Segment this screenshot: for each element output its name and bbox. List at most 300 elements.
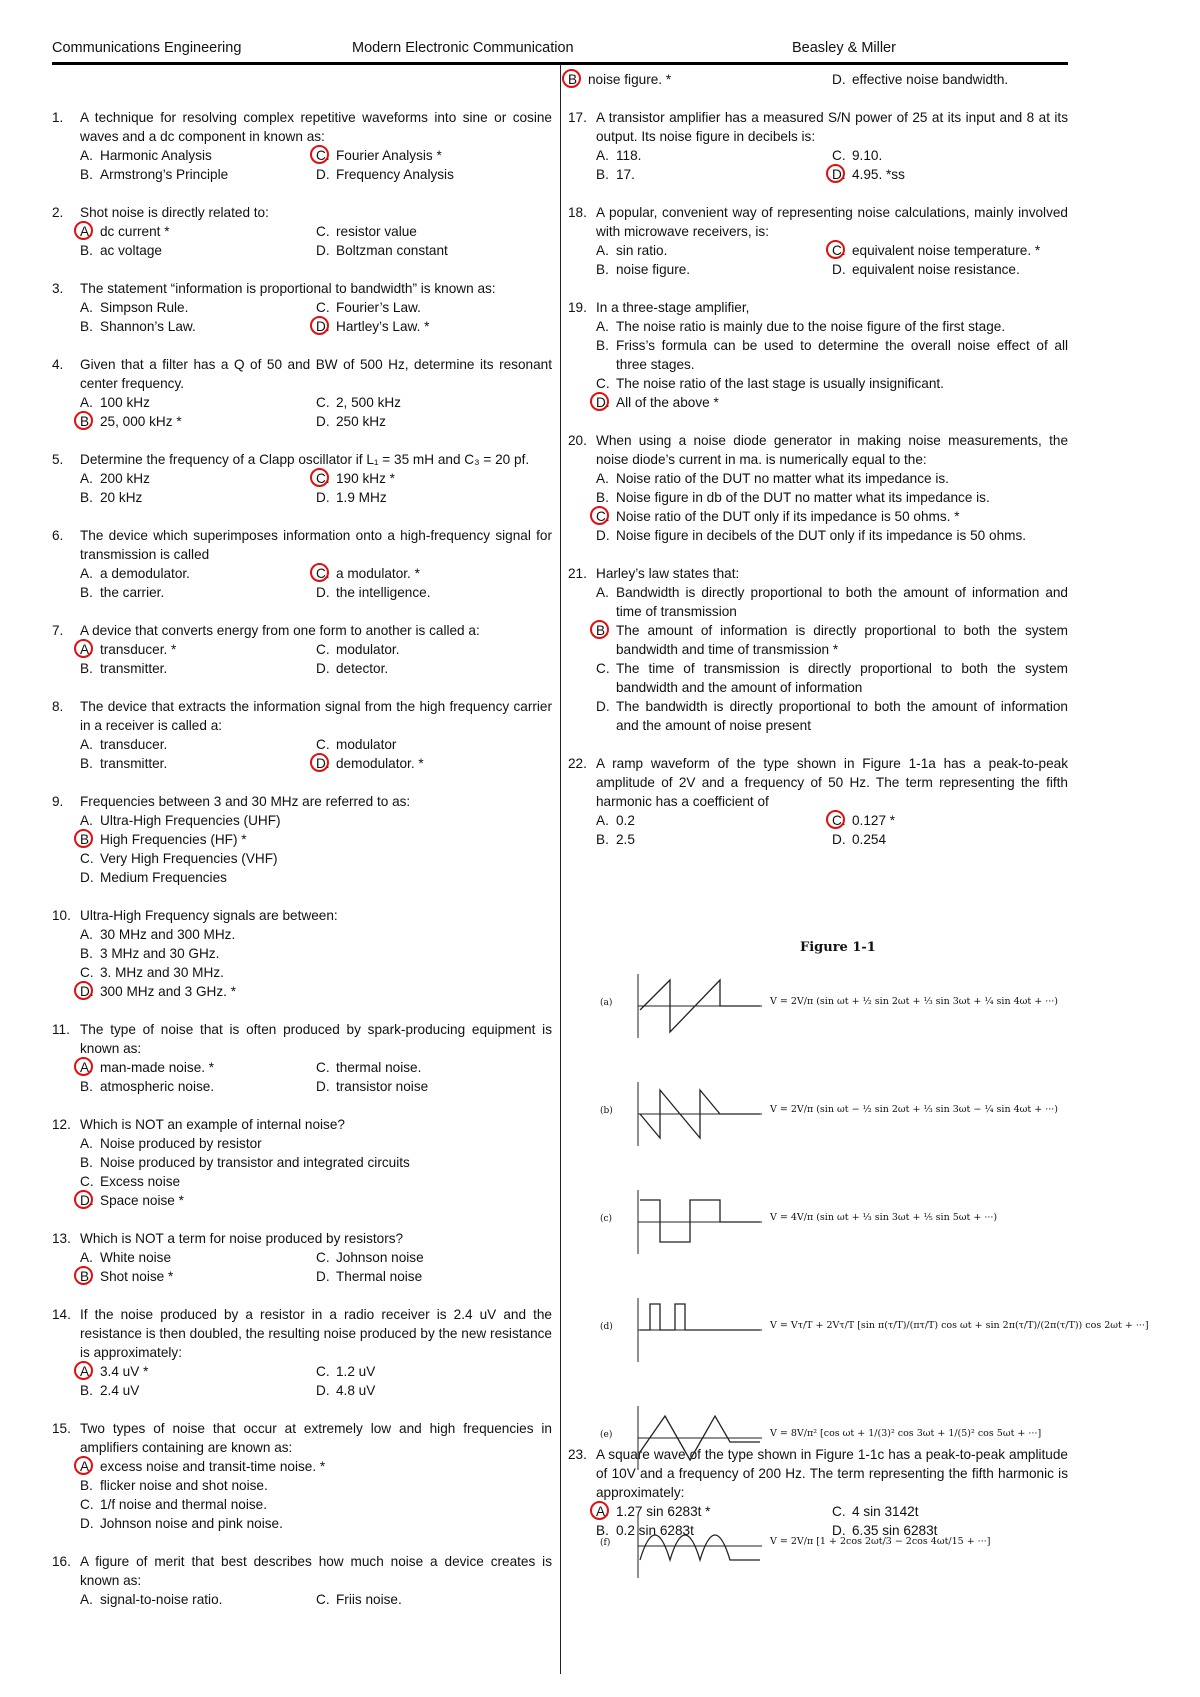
option[interactable] bbox=[596, 621, 1068, 659]
option-letter: B. bbox=[80, 1478, 93, 1493]
option[interactable] bbox=[596, 374, 1068, 393]
option-letter: C. bbox=[316, 224, 330, 239]
option-text: Friis noise. bbox=[336, 1592, 402, 1607]
option-text: dc current * bbox=[100, 224, 170, 239]
option-text: Simpson Rule. bbox=[100, 300, 189, 315]
option-letter: B. bbox=[80, 585, 93, 600]
option[interactable] bbox=[596, 659, 1068, 697]
axes bbox=[638, 1514, 762, 1578]
option-letter: A. bbox=[80, 640, 100, 659]
option-text: 100 kHz bbox=[100, 395, 150, 410]
right-column bbox=[568, 70, 1068, 868]
option-text: Ultra-High Frequencies (UHF) bbox=[100, 813, 281, 828]
options bbox=[52, 925, 552, 1001]
option-letter: A. bbox=[80, 471, 93, 486]
option[interactable] bbox=[316, 393, 552, 412]
option-letter: D. bbox=[316, 1269, 330, 1284]
option[interactable] bbox=[80, 583, 316, 602]
option-letter: D. bbox=[316, 1383, 330, 1398]
option[interactable] bbox=[80, 488, 316, 507]
wave-tag: (a) bbox=[600, 998, 613, 1008]
option-letter: D. bbox=[316, 585, 330, 600]
options bbox=[52, 1134, 552, 1210]
waveform-3 bbox=[600, 1186, 1040, 1266]
option-text: All of the above * bbox=[616, 395, 719, 410]
option[interactable] bbox=[316, 659, 552, 678]
option-letter: C. bbox=[596, 507, 616, 526]
option-letter: A. bbox=[80, 1250, 93, 1265]
option-text: demodulator. * bbox=[336, 756, 424, 771]
option-letter: C. bbox=[832, 148, 846, 163]
option-letter: D. bbox=[316, 243, 330, 258]
answer-circle bbox=[310, 145, 329, 164]
option-text: a demodulator. bbox=[100, 566, 190, 581]
option-text: Medium Frequencies bbox=[100, 870, 227, 885]
option[interactable] bbox=[80, 165, 316, 184]
question-number: 11. bbox=[52, 1022, 70, 1037]
option-letter: B. bbox=[80, 1079, 93, 1094]
option[interactable] bbox=[80, 469, 316, 488]
column-divider bbox=[560, 64, 561, 1674]
option[interactable] bbox=[80, 1514, 552, 1533]
option-text: man-made noise. * bbox=[100, 1060, 215, 1075]
option-letter: D. bbox=[316, 661, 330, 676]
option[interactable] bbox=[80, 241, 316, 260]
question-text: A popular, convenient way of representing noise calculations, mainly involved with microwave receivers, is: bbox=[596, 205, 1068, 239]
option-text: Frequency Analysis bbox=[336, 167, 454, 182]
waveform-line bbox=[640, 1304, 760, 1330]
option-letter: C. bbox=[80, 851, 94, 866]
option-text: 25, 000 kHz * bbox=[100, 414, 182, 429]
option-text: modulator. bbox=[336, 642, 400, 657]
option-letter: A. bbox=[80, 737, 93, 752]
options bbox=[52, 146, 552, 184]
question-number: 1. bbox=[52, 110, 64, 125]
option[interactable] bbox=[80, 849, 552, 868]
option-text: Friss’s formula can be used to determine the overall noise effect of all three stages. bbox=[616, 338, 1068, 372]
option-letter: C. bbox=[832, 811, 852, 830]
option-text: atmospheric noise. bbox=[100, 1079, 215, 1094]
option-letter: A. bbox=[596, 471, 609, 486]
option-letter: C. bbox=[316, 300, 330, 315]
question bbox=[52, 906, 552, 1001]
option-text: flicker noise and shot noise. bbox=[100, 1478, 268, 1493]
answer-circle bbox=[74, 221, 93, 240]
option-text: 4 sin 3142t bbox=[852, 1504, 919, 1519]
option-letter: C. bbox=[316, 469, 336, 488]
option[interactable]: B noise figure. * bbox=[568, 70, 804, 89]
option[interactable] bbox=[316, 469, 552, 488]
option-letter: B. bbox=[80, 1383, 93, 1398]
question-number: 15. bbox=[52, 1421, 71, 1436]
answer-circle bbox=[310, 753, 329, 772]
question-text: A ramp waveform of the type shown in Figure 1-1a has a peak-to-peak amplitude of 2V and a frequency of 50 Hz. The term representing the fifth harmonic has a coefficient of bbox=[596, 756, 1068, 809]
option[interactable] bbox=[316, 317, 552, 336]
option[interactable] bbox=[316, 735, 552, 754]
option-letter: C. bbox=[832, 1504, 846, 1519]
question bbox=[568, 298, 1068, 412]
option[interactable] bbox=[80, 412, 316, 431]
option[interactable] bbox=[316, 1267, 552, 1286]
option[interactable] bbox=[80, 982, 552, 1001]
option-text: Noise produced by transistor and integrated circuits bbox=[100, 1155, 410, 1170]
option-text: Hartley’s Law. * bbox=[336, 319, 430, 334]
option-text: 250 kHz bbox=[336, 414, 386, 429]
wave-equation: V = Vτ/T + 2Vτ/T [sin π(τ/T)/(πτ/T) cos ωt + sin 2π(τ/T)/(2π(τ/T)) cos 2ωt + ···] bbox=[770, 1320, 1149, 1331]
question bbox=[52, 1419, 552, 1533]
option[interactable] bbox=[80, 1153, 552, 1172]
option[interactable] bbox=[596, 260, 832, 279]
option[interactable] bbox=[596, 697, 1068, 735]
option-text: Fourier’s Law. bbox=[336, 300, 421, 315]
option[interactable] bbox=[316, 1381, 552, 1400]
option-text: 3. MHz and 30 MHz. bbox=[100, 965, 224, 980]
option[interactable] bbox=[596, 488, 1068, 507]
option[interactable] bbox=[80, 1267, 316, 1286]
option[interactable] bbox=[80, 830, 552, 849]
option-text: 30 MHz and 300 MHz. bbox=[100, 927, 236, 942]
option-letter: C. bbox=[832, 241, 852, 260]
option-text: High Frequencies (HF) * bbox=[100, 832, 247, 847]
question-text: Shot noise is directly related to: bbox=[80, 205, 269, 220]
question-text: The statement “information is proportional to bandwidth” is known as: bbox=[80, 281, 496, 296]
option[interactable] bbox=[80, 640, 316, 659]
option-text: Noise ratio of the DUT no matter what its impedance is. bbox=[616, 471, 949, 486]
option-letter: B. bbox=[596, 621, 616, 659]
option-letter: D. bbox=[832, 1523, 846, 1538]
answer-circle bbox=[826, 240, 845, 259]
option-letter: B. bbox=[596, 1523, 609, 1538]
option[interactable] bbox=[80, 1457, 552, 1476]
option-text: the intelligence. bbox=[336, 585, 431, 600]
option-letter: A. bbox=[80, 148, 93, 163]
option-letter: C. bbox=[316, 564, 336, 583]
option[interactable] bbox=[832, 811, 1068, 830]
option[interactable] bbox=[316, 1058, 552, 1077]
option[interactable] bbox=[596, 830, 832, 849]
option-text: Shot noise * bbox=[100, 1269, 174, 1284]
option[interactable] bbox=[596, 146, 832, 165]
question-text: A technique for resolving complex repetitive waveforms into sine or cosine waves and a dc component in known as: bbox=[80, 110, 552, 144]
option-text: Johnson noise bbox=[336, 1250, 424, 1265]
option[interactable] bbox=[80, 963, 552, 982]
authors: Beasley & Miller bbox=[792, 40, 896, 56]
option-text: 2.5 bbox=[616, 832, 635, 847]
option[interactable] bbox=[80, 146, 316, 165]
option-letter: D. bbox=[596, 528, 610, 543]
option-letter: A. bbox=[80, 1058, 100, 1077]
option-text: Space noise * bbox=[100, 1193, 184, 1208]
option[interactable] bbox=[80, 944, 552, 963]
option[interactable] bbox=[832, 165, 1068, 184]
option-letter: B. bbox=[80, 319, 93, 334]
question-number: 20. bbox=[568, 433, 587, 448]
question bbox=[52, 108, 552, 184]
option[interactable] bbox=[80, 222, 316, 241]
option[interactable] bbox=[80, 317, 316, 336]
question-number: 17. bbox=[568, 110, 587, 125]
question-number: 5. bbox=[52, 452, 64, 467]
option-text: thermal noise. bbox=[336, 1060, 422, 1075]
options bbox=[568, 583, 1068, 735]
option[interactable] bbox=[316, 1590, 552, 1609]
option[interactable] bbox=[80, 1172, 552, 1191]
option[interactable] bbox=[80, 754, 316, 773]
option[interactable] bbox=[80, 564, 316, 583]
option[interactable] bbox=[80, 1495, 552, 1514]
option[interactable] bbox=[80, 1476, 552, 1495]
option-text: modulator bbox=[336, 737, 397, 752]
option-text: 20 kHz bbox=[100, 490, 143, 505]
option[interactable] bbox=[832, 260, 1068, 279]
question bbox=[52, 1305, 552, 1400]
answer-circle bbox=[74, 1190, 93, 1209]
question-number: 19. bbox=[568, 300, 587, 315]
option[interactable] bbox=[596, 336, 1068, 374]
option[interactable] bbox=[316, 222, 552, 241]
option[interactable] bbox=[80, 1590, 316, 1609]
option-text: The time of transmission is directly proportional to both the system bandwidth and the amount of information bbox=[616, 661, 1068, 695]
option-letter: A. bbox=[80, 1457, 100, 1476]
question bbox=[52, 1229, 552, 1286]
option[interactable] bbox=[832, 146, 1068, 165]
option[interactable] bbox=[316, 146, 552, 165]
left-column bbox=[52, 108, 552, 1628]
option[interactable] bbox=[80, 735, 316, 754]
option[interactable] bbox=[80, 298, 316, 317]
option-letter: B. bbox=[596, 832, 609, 847]
options bbox=[52, 1362, 552, 1400]
answer-circle bbox=[310, 468, 329, 487]
option-letter: B. bbox=[596, 338, 609, 353]
question-text: A square wave of the type shown in Figure 1-1c has a peak-to-peak amplitude of 10V and a frequency of 200 Hz. The term representing the fifth harmonic is approximately: bbox=[596, 1447, 1068, 1500]
options bbox=[568, 469, 1068, 545]
option-letter: A. bbox=[80, 927, 93, 942]
option[interactable] bbox=[80, 925, 552, 944]
waveform-4 bbox=[600, 1294, 1149, 1374]
option[interactable] bbox=[316, 583, 552, 602]
option-text: 300 MHz and 3 GHz. * bbox=[100, 984, 236, 999]
option[interactable] bbox=[832, 241, 1068, 260]
option-text: equivalent noise resistance. bbox=[852, 262, 1020, 277]
option[interactable] bbox=[832, 830, 1068, 849]
options bbox=[52, 735, 552, 773]
question bbox=[568, 203, 1068, 279]
option-text: ac voltage bbox=[100, 243, 162, 258]
answer-circle bbox=[590, 620, 609, 639]
option-text: Boltzman constant bbox=[336, 243, 448, 258]
waveform-5 bbox=[600, 1402, 1040, 1482]
option-letter: B. bbox=[80, 830, 100, 849]
option-text: 17. bbox=[616, 167, 635, 182]
option-letter: C. bbox=[80, 1497, 94, 1512]
option-text: 3.4 uV * bbox=[100, 1364, 149, 1379]
option-letter: B. bbox=[80, 412, 100, 431]
option-text: 9.10. bbox=[852, 148, 883, 163]
option[interactable] bbox=[316, 1077, 552, 1096]
option-letter: D. bbox=[596, 393, 616, 412]
option-letter: B. bbox=[80, 167, 93, 182]
option-text: 2, 500 kHz bbox=[336, 395, 401, 410]
option[interactable] bbox=[316, 412, 552, 431]
options bbox=[52, 222, 552, 260]
option[interactable] bbox=[80, 1381, 316, 1400]
answer-circle bbox=[562, 69, 581, 88]
option-letter: B. bbox=[596, 262, 609, 277]
option[interactable] bbox=[80, 1077, 316, 1096]
option-letter: D. bbox=[316, 317, 336, 336]
option-text: 3 MHz and 30 GHz. bbox=[100, 946, 220, 961]
option-text: Harmonic Analysis bbox=[100, 148, 212, 163]
wave-plot bbox=[630, 1186, 765, 1258]
option-letter: D. bbox=[80, 982, 100, 1001]
question bbox=[52, 621, 552, 678]
question-text: The device that extracts the information signal from the high frequency carrier in a receiver is called a: bbox=[80, 699, 552, 733]
question bbox=[52, 792, 552, 887]
wave-tag: (e) bbox=[600, 1430, 613, 1440]
question-number: 22. bbox=[568, 756, 587, 771]
option-letter: A. bbox=[596, 585, 609, 600]
option[interactable] bbox=[80, 868, 552, 887]
option-letter: A. bbox=[80, 1136, 93, 1151]
question bbox=[52, 450, 552, 507]
wave-plot bbox=[630, 970, 765, 1042]
option[interactable] bbox=[316, 564, 552, 583]
option[interactable] bbox=[316, 1362, 552, 1381]
question bbox=[568, 754, 1068, 849]
answer-circle bbox=[74, 1266, 93, 1285]
question-number: 23. bbox=[568, 1447, 587, 1462]
option-letter: B. bbox=[80, 756, 93, 771]
option[interactable] bbox=[596, 393, 1068, 412]
option[interactable]: D. effective noise bandwidth. bbox=[832, 72, 1009, 87]
option[interactable] bbox=[80, 393, 316, 412]
question-number: 4. bbox=[52, 357, 64, 372]
option-text: Thermal noise bbox=[336, 1269, 423, 1284]
question-text: A device that converts energy from one form to another is called a: bbox=[80, 623, 480, 638]
option[interactable] bbox=[316, 165, 552, 184]
option[interactable] bbox=[80, 1248, 316, 1267]
answer-circle bbox=[74, 411, 93, 430]
option[interactable] bbox=[596, 526, 1068, 545]
wave-equation: V = 2V/π (sin ωt − ½ sin 2ωt + ⅓ sin 3ωt − ¼ sin 4ωt + ···) bbox=[770, 1104, 1058, 1115]
option-letter: D. bbox=[316, 1079, 330, 1094]
question bbox=[52, 1552, 552, 1609]
option-text: detector. bbox=[336, 661, 389, 676]
question bbox=[52, 279, 552, 336]
option[interactable] bbox=[80, 811, 552, 830]
question bbox=[52, 1115, 552, 1210]
question-text: Ultra-High Frequency signals are between: bbox=[80, 908, 338, 923]
option[interactable] bbox=[596, 811, 832, 830]
question-text: Two types of noise that occur at extremely low and high frequencies in amplifiers containing are known as: bbox=[80, 1421, 552, 1455]
option-letter: D. bbox=[832, 262, 846, 277]
question bbox=[52, 697, 552, 773]
option[interactable] bbox=[80, 1191, 552, 1210]
question-number: 13. bbox=[52, 1231, 71, 1246]
option-text: transducer. * bbox=[100, 642, 177, 657]
options bbox=[52, 1058, 552, 1096]
option-letter: B. bbox=[80, 243, 93, 258]
wave-equation: V = 8V/π² [cos ωt + 1/(3)² cos 3ωt + 1/(5)² cos 5ωt + ···] bbox=[770, 1428, 1042, 1439]
answer-circle bbox=[74, 639, 93, 658]
answer-circle bbox=[74, 1057, 93, 1076]
option[interactable] bbox=[316, 488, 552, 507]
option[interactable] bbox=[596, 317, 1068, 336]
option-letter: D. bbox=[316, 167, 330, 182]
option-letter: D. bbox=[80, 1191, 100, 1210]
question-text: In a three-stage amplifier, bbox=[596, 300, 750, 315]
option[interactable] bbox=[316, 298, 552, 317]
option[interactable] bbox=[596, 165, 832, 184]
question-text: Which is NOT a term for noise produced by resistors? bbox=[80, 1231, 404, 1246]
wave-plot bbox=[630, 1402, 765, 1474]
option-text: Fourier Analysis * bbox=[336, 148, 442, 163]
option-letter: C. bbox=[596, 376, 610, 391]
question-text: The type of noise that is often produced by spark-producing equipment is known as: bbox=[80, 1022, 552, 1056]
option-text: transistor noise bbox=[336, 1079, 429, 1094]
option-letter: B. bbox=[596, 490, 609, 505]
option-text: transducer. bbox=[100, 737, 168, 752]
option[interactable] bbox=[80, 1134, 552, 1153]
wave-tag: (b) bbox=[600, 1106, 613, 1116]
question bbox=[52, 526, 552, 602]
option-text: Armstrong’s Principle bbox=[100, 167, 229, 182]
answer-circle bbox=[310, 316, 329, 335]
option-letter: C. bbox=[596, 661, 610, 676]
option[interactable] bbox=[316, 754, 552, 773]
option[interactable] bbox=[596, 507, 1068, 526]
option-letter: C. bbox=[316, 146, 336, 165]
option-letter: D. bbox=[832, 165, 852, 184]
option-letter: A. bbox=[80, 1592, 93, 1607]
option[interactable] bbox=[596, 469, 1068, 488]
option[interactable] bbox=[80, 659, 316, 678]
option[interactable] bbox=[80, 1362, 316, 1381]
answer-circle bbox=[826, 810, 845, 829]
question-number: 14. bbox=[52, 1307, 71, 1322]
question-text: A figure of merit that best describes how much noise a device creates is known as: bbox=[80, 1554, 552, 1588]
option-letter: A. bbox=[80, 566, 93, 581]
option[interactable] bbox=[316, 241, 552, 260]
option-text: equivalent noise temperature. * bbox=[852, 243, 1041, 258]
option-letter: D. bbox=[316, 414, 330, 429]
wave-plot bbox=[630, 1510, 765, 1582]
answer-circle bbox=[826, 164, 845, 183]
option[interactable] bbox=[80, 1058, 316, 1077]
option-letter: A. bbox=[596, 148, 609, 163]
answer-circle bbox=[590, 392, 609, 411]
option[interactable] bbox=[596, 583, 1068, 621]
option-text: Bandwidth is directly proportional to both the amount of information and time of transmission bbox=[616, 585, 1068, 619]
option-letter: A. bbox=[80, 222, 100, 241]
book-title: Modern Electronic Communication bbox=[352, 40, 574, 56]
option-text: Excess noise bbox=[100, 1174, 181, 1189]
wave-equation: V = 2V/π [1 + 2cos 2ωt/3 − 2cos 4ωt/15 + ···] bbox=[770, 1536, 991, 1547]
option-letter: C. bbox=[316, 642, 330, 657]
option[interactable] bbox=[316, 1248, 552, 1267]
answer-circle bbox=[590, 506, 609, 525]
option-letter: B. bbox=[80, 946, 93, 961]
option-text: sin ratio. bbox=[616, 243, 668, 258]
question-text: Determine the frequency of a Clapp oscillator if L₁ = 35 mH and C₃ = 20 pf. bbox=[80, 452, 530, 467]
option-letter: A. bbox=[596, 243, 609, 258]
option-letter: C. bbox=[316, 395, 330, 410]
options bbox=[568, 317, 1068, 412]
option[interactable] bbox=[596, 241, 832, 260]
option-letter: C. bbox=[316, 1060, 330, 1075]
option[interactable] bbox=[316, 640, 552, 659]
